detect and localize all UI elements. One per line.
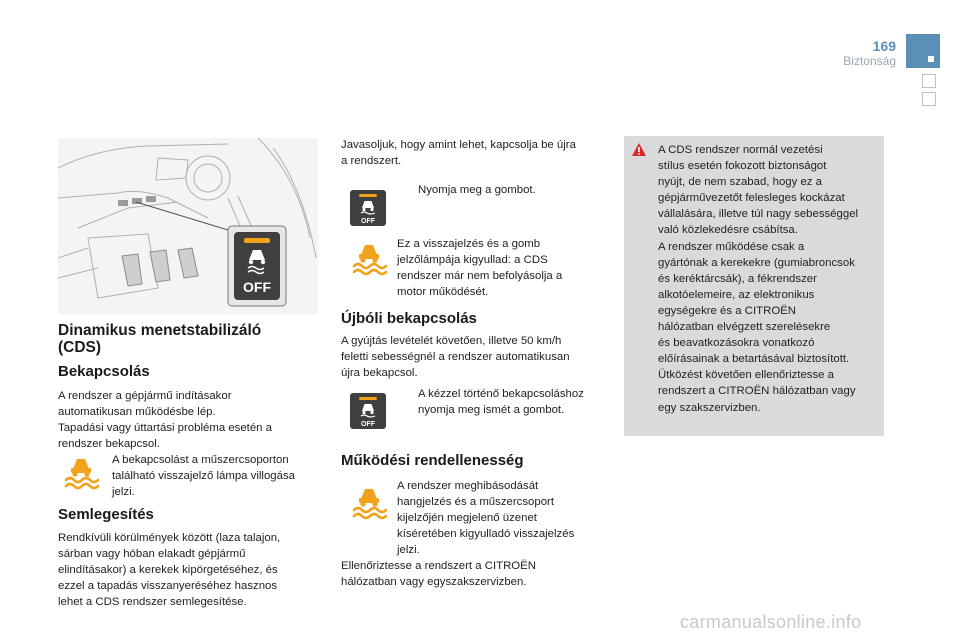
text-line: A rendszer a gépjármű indításakor [58,390,232,402]
text-line: nyomja meg ismét a gombot. [418,404,565,416]
text-line: hálózatban vagy egyszakszervizben. [341,576,527,588]
page-number: 169 [872,38,896,54]
fault-body [341,558,611,590]
text-line: A rendszer meghibásodását [397,480,539,492]
text-line: A gyújtás levételét követően, illetve 50 km/h [341,335,562,347]
note-line: egységekre és a CITROËN [658,304,797,317]
text-line: jelzi. [112,486,135,498]
cds-lamp-icon-fault [350,486,388,520]
note-line: vállalására, illetve túl nagy sebességgel [658,208,859,221]
warning-note-text [658,142,882,416]
note-line: és keréktárcsák), a fékrendszer [658,272,817,285]
text-line: kijelzőjén megjelenő üzenet [397,512,537,524]
reactivation-heading: Újbóli bekapcsolás [341,310,477,327]
note-line: hálózatban elvégzett szerelésekre [658,321,831,334]
watermark: carmanualsonline.info [680,612,862,632]
tab-square-1 [922,74,936,88]
text-line: jelzi. [397,544,420,556]
page-tab-marker [906,34,940,68]
lamp-on-text [397,236,617,300]
text-line: a rendszert. [341,155,402,167]
note-line: gyártónak a kerekekre (gumiabroncsok [658,256,855,269]
cds-off-button-icon [350,190,386,226]
text-line: A bekapcsolást a műszercsoporton [112,454,289,466]
text-line: Rendkívüli körülmények között (laza talajon, [58,532,281,544]
neutralising-body [58,530,320,610]
off-label: OFF [361,421,375,428]
intro-text [341,137,611,169]
activation-body [58,388,318,452]
text-line: automatikusan működésbe lép. [58,406,216,418]
text-line: A kézzel történő bekapcsoláshoz [418,388,584,400]
dashboard-illustration [58,138,318,314]
note-line: és beavatkozásokra vonatkozó [658,337,815,350]
note-line: előírásainak a betartásával biztosított. [658,353,850,366]
text-line: Ez a visszajelzés és a gomb [397,238,541,250]
text-line: található visszajelző lámpa villogása [112,470,295,482]
note-line: alkotóelemeire, az elektronikus [658,288,815,301]
text-line: elindításakor) a kerekek kipörgetéséhez, és [58,564,278,576]
neutralising-heading: Semlegesítés [58,506,154,523]
note-line: stílus esetén fokozott biztonságot [658,160,827,173]
main-title: Dinamikus menetstabilizáló (CDS) [58,322,262,356]
text-line: hangjelzés és a műszercsoport [397,496,555,508]
bullet-marker [398,388,410,400]
activation-lamp-text [112,452,322,500]
note-line: egy szakszervizben. [658,401,761,414]
fault-heading: Működési rendellenesség [341,452,524,469]
cds-lamp-icon [62,456,100,490]
text-line: rendszer bekapcsol. [58,438,160,450]
text-line: feletti sebességnél a rendszer automatikusan [341,351,570,363]
warning-icon [632,143,646,157]
note-line: A rendszer működése csak a [658,240,805,253]
fault-lamp-text [397,478,617,558]
illustration-off-label: OFF [243,279,271,295]
text-line: rendszer már nem befolyásolja a [397,270,563,282]
reactivation-body [341,333,613,381]
cds-lamp-icon-on [350,242,388,276]
activation-heading: Bekapcsolás [58,363,150,380]
text-line: Ellenőriztesse a rendszert a CITROËN [341,560,536,572]
note-line: való közlekedésre csábítsa. [658,224,798,237]
dashboard-drawing [58,138,318,314]
bullet-marker [398,184,410,196]
note-line: rendszert a CITROËN hálózatban vagy [658,385,856,398]
text-line: motor működését. [397,286,489,298]
text-line: lehet a CDS rendszer semlegesítése. [58,596,247,608]
text-line: ezzel a tapadás visszanyeréséhez hasznos [58,580,278,592]
text-line: újra bekapcsol. [341,367,418,379]
note-line: A CDS rendszer normál vezetési [658,144,823,156]
note-line: nyújt, de nem szabad, hogy ez a [658,176,823,189]
section-title: Biztonság [843,54,896,68]
text-line: Tapadási vagy úttartási probléma esetén a [58,422,273,434]
off-label: OFF [361,218,375,225]
text-line: kíséretében kigyulladó visszajelzés [397,528,575,540]
note-line: gépjárművezetőt felesleges kockázat [658,192,845,205]
text-line: jelzőlámpája kigyullad: a CDS [397,254,548,266]
note-line: Ütközést követően ellenőriztesse a [658,369,835,382]
text-line: sárban vagy hóban elakadt gépjármű [58,548,246,560]
tab-square-2 [922,92,936,106]
cds-off-button-icon-2 [350,393,386,429]
text-line: Javasoljuk, hogy amint lehet, kapcsolja be újra [341,139,576,151]
press-button-text: Nyomja meg a gombot. [418,184,536,196]
manual-reactivation-text [418,386,618,418]
